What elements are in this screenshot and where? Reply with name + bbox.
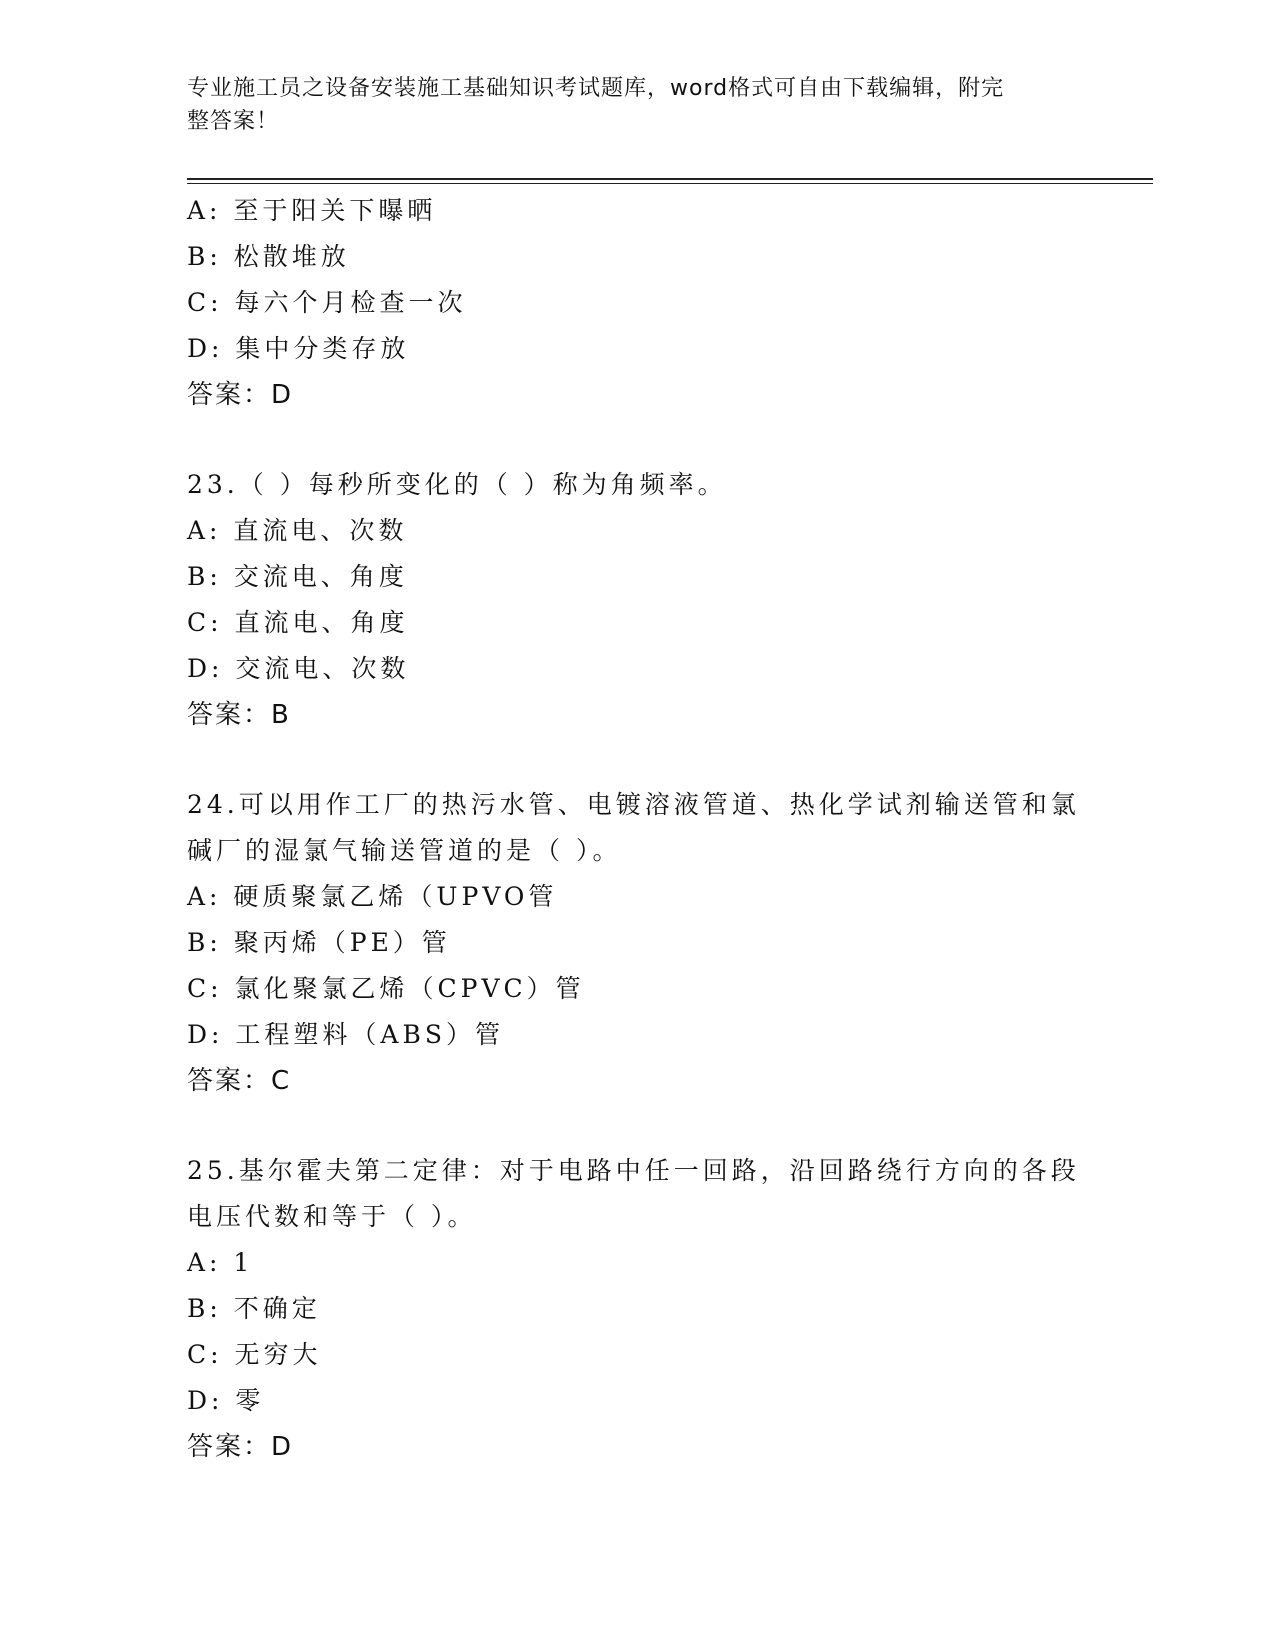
- option-a: A: 直流电、次数: [187, 516, 408, 545]
- question-stem: 23.（ ）每秒所变化的（ ）称为角频率。: [187, 470, 727, 499]
- question-23: [187, 462, 1087, 738]
- question-stem-line-1: 25.基尔霍夫第二定律：对于电路中任一回路，沿回路绕行方向的各段: [187, 1156, 1080, 1185]
- option-b: B: 松散堆放: [187, 242, 350, 271]
- answer-line: 答案：B: [187, 700, 291, 730]
- option-b: B: 聚丙烯（PE）管: [187, 928, 451, 957]
- answer-line: 答案：D: [187, 1432, 294, 1462]
- answer-line: 答案：C: [187, 1066, 292, 1096]
- question-list: [187, 188, 1087, 1470]
- document-header: [187, 72, 1067, 138]
- header-line-2: 整答案！: [187, 109, 280, 134]
- question-stem-line-2: 碱厂的湿氯气输送管道的是（ ）。: [187, 836, 622, 865]
- question-stem-line-2: 电压代数和等于（ ）。: [187, 1202, 477, 1231]
- option-c: C: 氯化聚氯乙烯（CPVC）管: [187, 974, 585, 1003]
- question-24: [187, 782, 1087, 1104]
- option-d: D: 集中分类存放: [187, 334, 410, 363]
- question-22-continued: [187, 188, 1087, 418]
- header-divider-thin: [187, 183, 1153, 184]
- option-a: A: 至于阳关下曝晒: [187, 196, 437, 225]
- header-divider-thick: [187, 178, 1153, 180]
- option-c: C: 直流电、角度: [187, 608, 409, 637]
- option-d: D: 交流电、次数: [187, 654, 410, 683]
- header-line-1: 专业施工员之设备安装施工基础知识考试题库，word格式可自由下载编辑，附完: [187, 76, 1005, 101]
- option-b: B: 交流电、角度: [187, 562, 408, 591]
- option-d: D: 工程塑料（ABS）管: [187, 1020, 504, 1049]
- question-stem-line-1: 24.可以用作工厂的热污水管、电镀溶液管道、热化学试剂输送管和氯: [187, 790, 1080, 819]
- option-b: B: 不确定: [187, 1294, 321, 1323]
- option-c: C: 每六个月检查一次: [187, 288, 467, 317]
- question-25: [187, 1148, 1087, 1470]
- option-a: A: 1: [187, 1248, 254, 1277]
- answer-line: 答案：D: [187, 380, 294, 410]
- option-c: C: 无穷大: [187, 1340, 322, 1369]
- option-a: A: 硬质聚氯乙烯（UPVO管: [187, 882, 558, 911]
- option-d: D: 零: [187, 1386, 265, 1415]
